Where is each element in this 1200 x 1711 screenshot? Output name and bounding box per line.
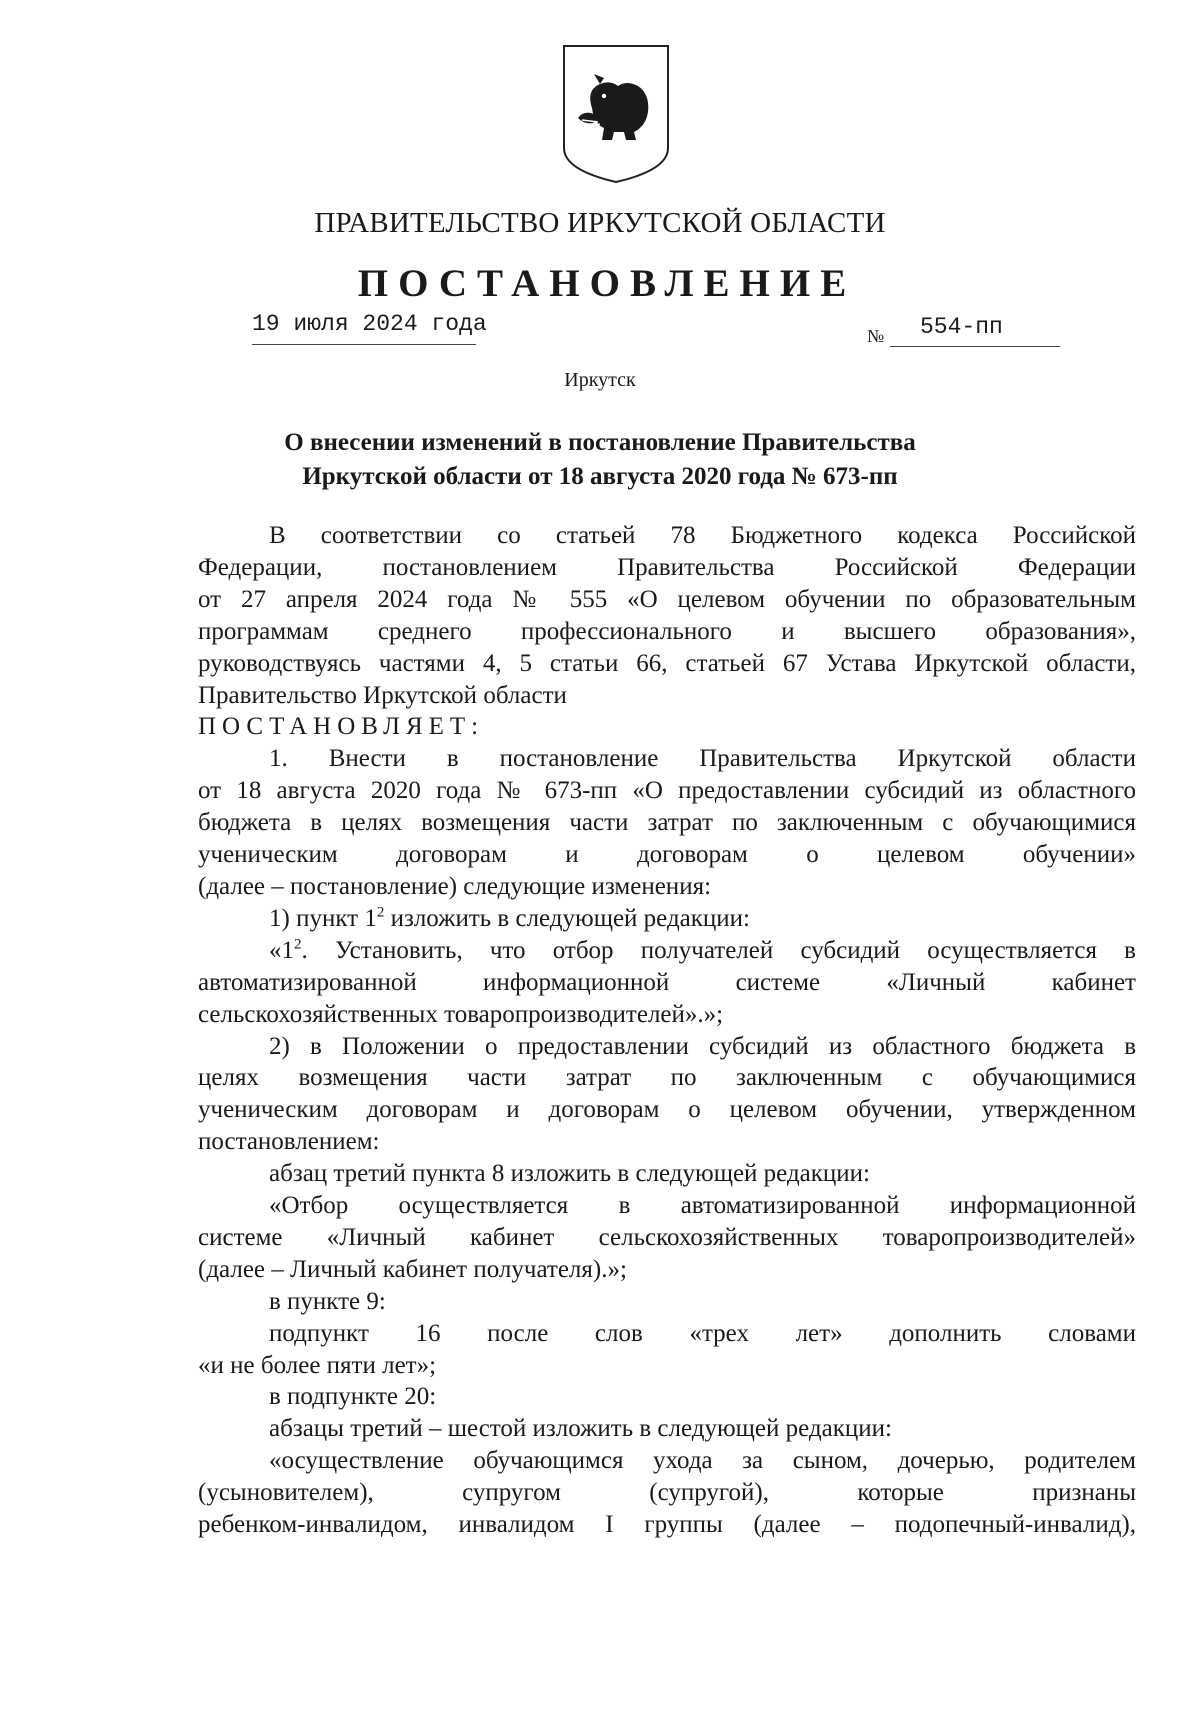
document-body [198, 520, 1136, 1541]
body-line: ученическим договорам и договорам о целевом обучении» [198, 841, 1136, 869]
body-line: В соответствии со статьей 78 Бюджетного кодекса Российской [269, 522, 1136, 549]
body-line: от 27 апреля 2024 года № 555 «О целевом обучении по образовательным [198, 585, 1136, 613]
government-name: ПРАВИТЕЛЬСТВО ИРКУТСКОЙ ОБЛАСТИ [314, 207, 886, 239]
body-line: в подпункте 20: [269, 1383, 437, 1411]
number-sign: № [867, 326, 885, 346]
document-number: 554-пп [920, 314, 1003, 340]
body-line: (далее – Личный кабинет получателя).»; [198, 1255, 627, 1283]
body-line: абзац третий пункта 8 изложить в следующей редакции: [269, 1160, 870, 1188]
city: Иркутск [564, 369, 636, 391]
document-date: 19 июля 2024 года [252, 311, 487, 337]
text: изложить в следующей редакции: [384, 904, 750, 932]
body-line: автоматизированной информационной системе «Личный кабинет [198, 968, 1136, 996]
body-line: Правительство Иркутской области [198, 681, 567, 709]
body-line: (усыновителем), супругом (супругой), которые признаны [198, 1479, 1136, 1507]
body-line: постановлением: [198, 1128, 380, 1156]
superscript: 2 [376, 904, 385, 921]
text: «1 [269, 936, 294, 964]
document-title [0, 426, 1200, 494]
body-line: руководствуясь частями 4, 5 статьи 66, статьей 67 Устава Иркутской области, [198, 649, 1136, 677]
body-line: ученическим договорам и договорам о целевом обучении, утвержденном [198, 1096, 1136, 1124]
body-line: от 18 августа 2020 года № 673-пп «О предоставлении субсидий из областного [198, 777, 1136, 805]
text: 1) пункт 1 [269, 904, 377, 932]
document-type: ПОСТАНОВЛЕНИЕ [357, 262, 857, 305]
body-line: программам среднего профессионального и высшего образования», [198, 617, 1136, 645]
body-line: (далее – постановление) следующие изменения: [198, 872, 712, 900]
body-line: системе «Личный кабинет сельскохозяйственных товаропроизводителей» [198, 1223, 1136, 1251]
body-line: «Отбор осуществляется в автоматизированной информационной [269, 1192, 1136, 1220]
body-line: бюджета в целях возмещения части затрат по заключенным с обучающимися [198, 809, 1136, 837]
title-line: О внесении изменений в постановление Правительства [284, 429, 916, 456]
body-line: «осуществление обучающимся ухода за сыном, дочерью, родителем [269, 1447, 1136, 1475]
title-line: Иркутской области от 18 августа 2020 года № 673-пп [302, 463, 898, 490]
body-line [198, 935, 1136, 967]
body-line: подпункт 16 после слов «трех лет» дополнить словами [269, 1319, 1136, 1347]
body-line: в пункте 9: [269, 1287, 386, 1315]
body-line: «и не более пяти лет»; [198, 1351, 437, 1379]
resolves-heading: ПОСТАНОВЛЯЕТ: [198, 713, 485, 741]
body-line: 2) в Положении о предоставлении субсидий из областного бюджета в [269, 1032, 1136, 1060]
body-line [198, 903, 1136, 935]
body-line: целях возмещения части затрат по заключенным с обучающимися [198, 1064, 1136, 1092]
body-line: сельскохозяйственных товаропроизводителей».»; [198, 1000, 724, 1028]
body-line: Федерации, постановлением Правительства Российской Федерации [198, 553, 1136, 581]
body-line: ребенком-инвалидом, инвалидом I группы (далее – подопечный-инвалид), [198, 1511, 1136, 1539]
coat-of-arms-emblem [560, 40, 672, 186]
body-line: 1. Внести в постановление Правительства Иркутской области [269, 745, 1136, 773]
body-line: абзацы третий – шестой изложить в следующей редакции: [269, 1415, 892, 1443]
superscript: 2 [294, 936, 302, 953]
text: . Установить, что отбор получателей субсидий осуществляется в [301, 936, 1136, 964]
